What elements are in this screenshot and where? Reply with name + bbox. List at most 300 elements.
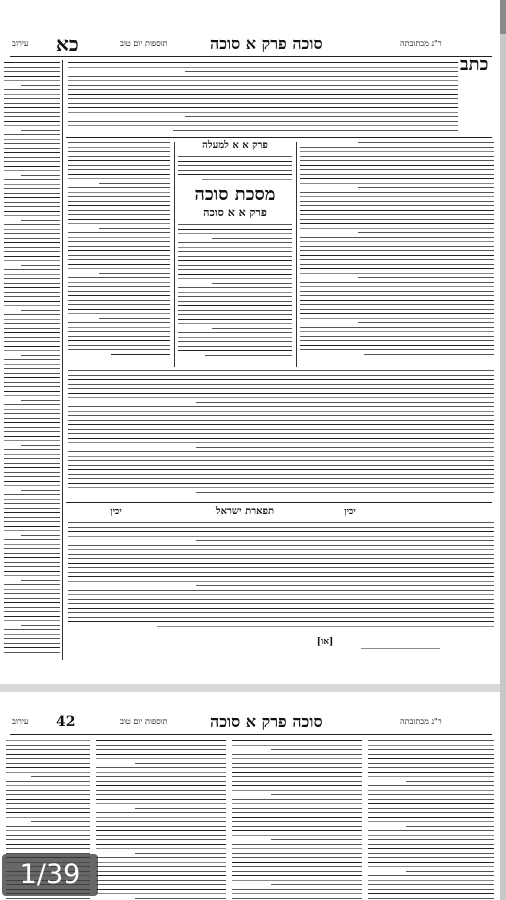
text-line	[196, 540, 494, 541]
text-line	[4, 215, 60, 216]
text-line	[68, 469, 494, 470]
text-line	[4, 530, 60, 531]
text-line	[135, 853, 226, 854]
text-line	[4, 211, 60, 212]
text-line	[368, 857, 494, 858]
text-line	[300, 165, 494, 166]
text-line	[68, 617, 494, 618]
text-line	[232, 880, 362, 881]
text-line	[4, 364, 60, 365]
text-line	[31, 776, 90, 777]
text-line	[4, 620, 60, 621]
text-line	[68, 522, 494, 523]
text-line	[68, 393, 494, 394]
page-title: סוכה פרק א סוכה	[210, 712, 323, 731]
text-line	[6, 817, 90, 818]
text-line	[68, 599, 494, 600]
text-line	[4, 548, 60, 549]
text-line	[6, 767, 90, 768]
text-line	[4, 602, 60, 603]
text-line	[178, 337, 292, 338]
text-line	[196, 585, 494, 586]
text-line	[300, 210, 494, 211]
text-line	[4, 508, 60, 509]
text-line	[96, 754, 226, 755]
text-line	[300, 205, 494, 206]
text-line	[4, 296, 60, 297]
text-line	[232, 835, 362, 836]
text-line	[68, 300, 170, 301]
text-line	[300, 268, 494, 269]
text-line	[232, 803, 362, 804]
text-line	[68, 621, 494, 622]
text-line	[300, 331, 494, 332]
text-line	[68, 349, 170, 350]
text-line	[178, 233, 292, 234]
text-line	[96, 839, 226, 840]
text-line	[68, 309, 170, 310]
text-line	[178, 305, 292, 306]
text-line	[4, 328, 60, 329]
text-line	[4, 472, 60, 473]
text-line	[6, 830, 90, 831]
text-line	[6, 754, 90, 755]
text-line	[368, 853, 494, 854]
text-line	[232, 740, 362, 741]
text-line	[368, 794, 494, 795]
text-line	[368, 767, 494, 768]
text-line	[300, 201, 494, 202]
text-line	[68, 246, 170, 247]
text-line	[300, 282, 494, 283]
text-line	[300, 192, 494, 193]
text-line	[300, 169, 494, 170]
text-line	[96, 817, 226, 818]
text-line	[4, 404, 60, 405]
section-rule	[66, 137, 492, 138]
text-line	[4, 629, 60, 630]
text-line	[68, 76, 458, 77]
text-line	[4, 584, 60, 585]
text-line	[4, 274, 60, 275]
text-line	[4, 647, 60, 648]
header-rule	[10, 734, 492, 735]
text-line	[68, 406, 494, 407]
text-line	[68, 313, 170, 314]
text-line	[232, 776, 362, 777]
text-line	[68, 80, 458, 81]
text-line	[4, 62, 60, 63]
text-line	[232, 875, 362, 876]
text-line	[4, 373, 60, 374]
text-line	[4, 526, 60, 527]
header-right-sub: ר"נ מכתובתה	[400, 39, 442, 48]
text-line	[178, 292, 292, 293]
text-line	[178, 274, 292, 275]
page-number: 42	[56, 714, 76, 730]
text-line	[178, 319, 292, 320]
text-line	[368, 745, 494, 746]
text-line	[96, 758, 226, 759]
text-line	[4, 418, 60, 419]
text-line	[300, 196, 494, 197]
text-line	[68, 415, 494, 416]
text-line	[4, 242, 60, 243]
text-line	[300, 174, 494, 175]
text-line	[4, 157, 60, 158]
text-line	[68, 214, 170, 215]
text-line	[300, 318, 494, 319]
text-line	[232, 785, 362, 786]
text-line	[232, 889, 362, 890]
text-line	[4, 503, 60, 504]
text-line	[232, 862, 362, 863]
text-line	[300, 241, 494, 242]
text-line	[358, 187, 494, 188]
text-line	[68, 474, 494, 475]
text-line	[4, 224, 60, 225]
text-line	[4, 251, 60, 252]
text-line	[361, 648, 440, 649]
text-line	[96, 776, 226, 777]
text-line	[4, 247, 60, 248]
text-line	[4, 562, 60, 563]
text-line	[232, 848, 362, 849]
text-line	[4, 634, 60, 635]
text-line	[68, 125, 458, 126]
text-line	[4, 283, 60, 284]
text-line	[232, 866, 362, 867]
text-line	[4, 589, 60, 590]
text-line	[232, 754, 362, 755]
text-line	[4, 571, 60, 572]
text-line	[271, 794, 362, 795]
text-line	[68, 156, 170, 157]
text-line	[99, 318, 170, 319]
text-line	[4, 395, 60, 396]
text-line	[68, 142, 170, 143]
text-line	[4, 359, 60, 360]
main-col-left	[68, 142, 170, 364]
text-line	[232, 772, 362, 773]
text-line	[4, 436, 60, 437]
text-line	[96, 826, 226, 827]
text-line	[271, 839, 362, 840]
text-line	[68, 107, 458, 108]
text-line	[4, 197, 60, 198]
text-line	[300, 223, 494, 224]
page-header	[0, 712, 500, 732]
text-line	[300, 264, 494, 265]
text-line	[4, 116, 60, 117]
text-line	[4, 139, 60, 140]
text-line	[99, 273, 170, 274]
text-line	[21, 535, 60, 536]
text-line	[6, 898, 90, 899]
text-line	[68, 433, 494, 434]
text-line	[96, 835, 226, 836]
text-line	[68, 456, 494, 457]
text-line	[6, 844, 90, 845]
text-line	[4, 121, 60, 122]
text-line	[68, 210, 170, 211]
text-line	[232, 799, 362, 800]
text-line	[300, 183, 494, 184]
text-line	[4, 368, 60, 369]
text-line	[300, 255, 494, 256]
text-line	[6, 749, 90, 750]
text-line	[6, 835, 90, 836]
text-line	[300, 178, 494, 179]
text-line	[68, 460, 494, 461]
text-line	[4, 553, 60, 554]
text-line	[4, 76, 60, 77]
scrollbar-thumb[interactable]	[500, 0, 506, 34]
text-line	[68, 581, 494, 582]
text-line	[4, 80, 60, 81]
text-line	[6, 839, 90, 840]
text-line	[68, 264, 170, 265]
text-line	[68, 384, 494, 385]
text-line	[364, 354, 494, 355]
text-line	[68, 187, 170, 188]
text-line	[4, 346, 60, 347]
text-line	[300, 345, 494, 346]
text-line	[99, 183, 170, 184]
text-line	[6, 794, 90, 795]
text-line	[4, 607, 60, 608]
text-line	[96, 884, 226, 885]
scrollbar[interactable]	[500, 0, 506, 900]
text-line	[68, 201, 170, 202]
text-line	[68, 94, 458, 95]
text-line	[68, 345, 170, 346]
text-line	[196, 402, 494, 403]
text-line	[68, 388, 494, 389]
text-line	[368, 875, 494, 876]
text-line	[4, 202, 60, 203]
text-line	[6, 790, 90, 791]
text-line	[96, 893, 226, 894]
text-line	[68, 268, 170, 269]
text-line	[300, 246, 494, 247]
text-line	[4, 517, 60, 518]
text-line	[68, 612, 494, 613]
text-line	[368, 880, 494, 881]
text-line	[4, 233, 60, 234]
text-line	[68, 572, 494, 573]
text-line	[4, 179, 60, 180]
text-line	[300, 259, 494, 260]
text-line	[358, 277, 494, 278]
text-line	[368, 835, 494, 836]
text-line	[368, 862, 494, 863]
footnotes-block	[68, 522, 494, 634]
yachin-label-left: יכין	[110, 507, 122, 517]
text-line	[68, 259, 170, 260]
text-line	[178, 341, 292, 342]
text-line	[68, 85, 458, 86]
header-left-word: עירוב	[12, 39, 29, 48]
text-line	[4, 463, 60, 464]
text-line	[4, 386, 60, 387]
text-line	[68, 554, 494, 555]
header-right-sub: ר"נ מכתובתה	[400, 717, 442, 726]
text-line	[368, 884, 494, 885]
text-line	[68, 336, 170, 337]
text-line	[68, 603, 494, 604]
text-line	[368, 740, 494, 741]
text-line	[4, 638, 60, 639]
text-line	[300, 250, 494, 251]
text-line	[368, 821, 494, 822]
drop-word: כתב	[460, 54, 489, 75]
text-line	[232, 857, 362, 858]
text-line	[68, 295, 170, 296]
text-line	[68, 165, 170, 166]
text-line	[178, 278, 292, 279]
text-line	[6, 785, 90, 786]
yachin-label-right: יכין	[344, 507, 356, 517]
text-line	[21, 85, 60, 86]
text-line	[96, 781, 226, 782]
text-line	[4, 89, 60, 90]
text-line	[68, 483, 494, 484]
text-line	[4, 575, 60, 576]
text-line	[4, 454, 60, 455]
text-line	[6, 740, 90, 741]
text-line	[4, 593, 60, 594]
text-line	[68, 429, 494, 430]
text-line	[4, 431, 60, 432]
text-line	[368, 749, 494, 750]
text-line	[300, 147, 494, 148]
text-line	[4, 112, 60, 113]
text-line	[178, 310, 292, 311]
text-line	[96, 790, 226, 791]
text-line	[96, 740, 226, 741]
text-line	[4, 467, 60, 468]
text-line	[4, 238, 60, 239]
col-divider	[296, 142, 297, 367]
text-line	[4, 413, 60, 414]
text-line	[68, 424, 494, 425]
header-rule	[10, 56, 492, 57]
text-line	[6, 826, 90, 827]
text-line	[21, 400, 60, 401]
text-line	[4, 512, 60, 513]
text-line	[300, 340, 494, 341]
text-line	[358, 142, 494, 143]
text-line	[368, 848, 494, 849]
commentary-sidebar	[4, 62, 60, 656]
text-line	[178, 170, 292, 171]
text-line	[68, 250, 170, 251]
text-line	[178, 296, 292, 297]
text-line	[178, 332, 292, 333]
text-line	[368, 839, 494, 840]
text-line	[178, 265, 292, 266]
text-line	[4, 152, 60, 153]
text-line	[4, 143, 60, 144]
text-line	[232, 817, 362, 818]
text-line	[368, 772, 494, 773]
text-line	[68, 563, 494, 564]
text-line	[178, 242, 292, 243]
text-line	[212, 328, 292, 329]
text-line	[178, 287, 292, 288]
text-line	[178, 256, 292, 257]
text-line	[368, 817, 494, 818]
text-line	[68, 147, 170, 148]
text-line	[178, 251, 292, 252]
text-line	[4, 323, 60, 324]
text-line	[232, 758, 362, 759]
text-line	[4, 427, 60, 428]
text-line	[68, 67, 458, 68]
text-line	[178, 165, 292, 166]
page2-col-2	[96, 740, 226, 900]
text-line	[4, 566, 60, 567]
text-line	[96, 785, 226, 786]
text-line	[4, 476, 60, 477]
text-line	[6, 812, 90, 813]
text-line	[4, 148, 60, 149]
text-line	[4, 161, 60, 162]
text-line	[31, 821, 90, 822]
text-line	[6, 772, 90, 773]
text-line	[368, 866, 494, 867]
text-line	[68, 465, 494, 466]
header-left-word: עירוב	[12, 717, 29, 726]
text-line	[21, 175, 60, 176]
text-line	[68, 340, 170, 341]
text-line	[368, 830, 494, 831]
text-line	[68, 178, 170, 179]
text-line	[135, 898, 226, 899]
text-line	[68, 232, 170, 233]
text-line	[232, 781, 362, 782]
text-line	[157, 626, 494, 627]
text-line	[178, 224, 292, 225]
text-line	[300, 349, 494, 350]
text-line	[4, 598, 60, 599]
text-line	[300, 237, 494, 238]
text-line	[4, 494, 60, 495]
text-line	[68, 370, 494, 371]
text-line	[96, 862, 226, 863]
text-line	[68, 103, 458, 104]
footer-line	[340, 648, 440, 654]
text-line	[178, 346, 292, 347]
text-line	[232, 826, 362, 827]
text-line	[6, 781, 90, 782]
text-line	[232, 844, 362, 845]
text-line	[358, 322, 494, 323]
text-line	[21, 265, 60, 266]
text-line	[135, 763, 226, 764]
text-line	[4, 260, 60, 261]
text-line	[96, 821, 226, 822]
text-line	[368, 776, 494, 777]
top-commentary-block	[68, 62, 458, 134]
text-line	[21, 130, 60, 131]
text-line	[202, 179, 292, 180]
text-line	[68, 527, 494, 528]
text-line	[4, 485, 60, 486]
text-line	[368, 898, 494, 899]
text-line	[68, 327, 170, 328]
